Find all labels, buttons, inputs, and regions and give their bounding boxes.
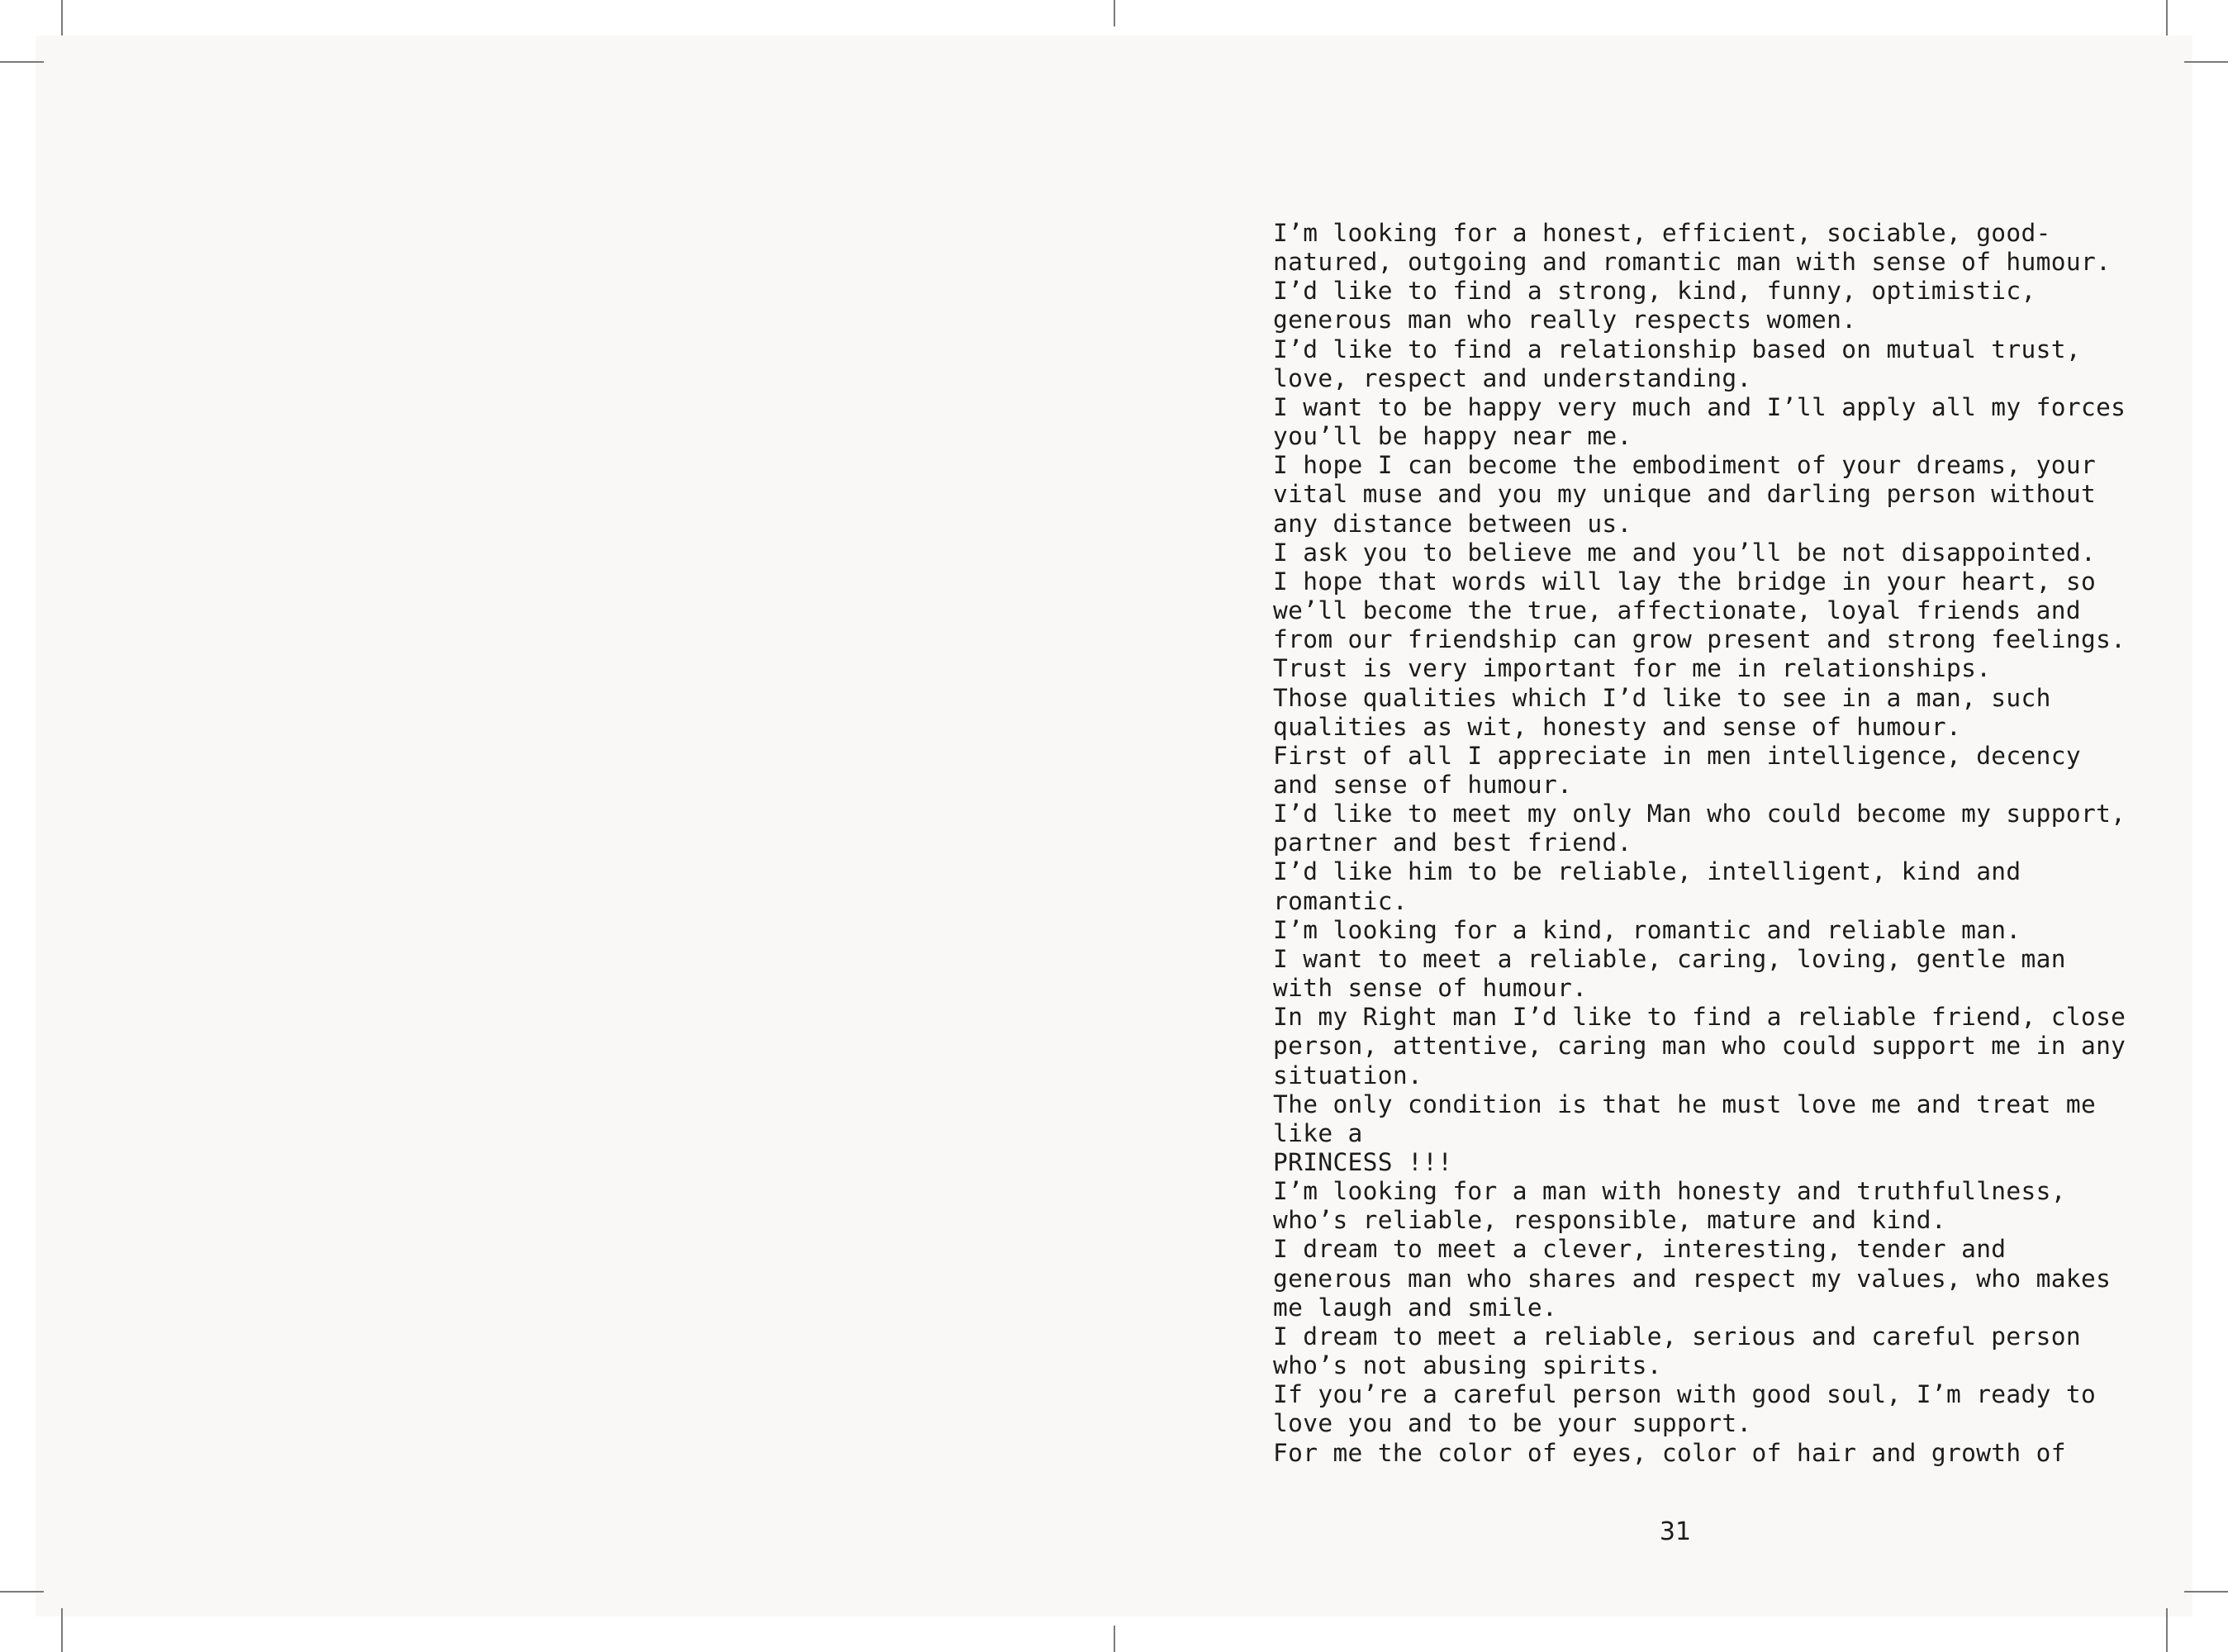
text-line: Trust is very important for me in relationships.: [1273, 654, 1992, 683]
text-line: I’m looking for a honest, efficient, sociable, good-: [1273, 219, 2051, 247]
text-line: I’d like him to be reliable, intelligent, kind and: [1273, 857, 2021, 886]
text-line: I’m looking for a man with honesty and truthfullness,: [1273, 1177, 2066, 1206]
text-line: me laugh and smile.: [1273, 1293, 1558, 1322]
text-line: with sense of humour.: [1273, 974, 1588, 1003]
page-number: 31: [1659, 1517, 1692, 1546]
text-line: like a: [1273, 1118, 1363, 1147]
crop-mark: [2184, 61, 2228, 63]
text-line: I’m looking for a kind, romantic and reliable man.: [1273, 915, 2021, 944]
crop-mark: [2166, 0, 2168, 36]
text-line: love you and to be your support.: [1273, 1409, 1752, 1438]
text-line: partner and best friend.: [1273, 828, 1632, 857]
crop-mark: [2184, 1591, 2228, 1593]
text-line: situation.: [1273, 1061, 1423, 1089]
text-line: I hope that words will lay the bridge in your heart, so: [1273, 567, 2097, 596]
text-line: romantic.: [1273, 886, 1408, 915]
text-line: I hope I can become the embodiment of your dreams, your: [1273, 451, 2097, 480]
text-line: we’ll become the true, affectionate, loyal friends and: [1273, 596, 2081, 625]
crop-mark: [2166, 1608, 2168, 1652]
text-line: generous man who really respects women.: [1273, 306, 1857, 335]
crop-mark: [61, 1608, 63, 1652]
text-line: person, attentive, caring man who could support me in any: [1273, 1032, 2126, 1061]
text-line: I dream to meet a reliable, serious and careful person: [1273, 1322, 2081, 1351]
crop-mark: [61, 0, 63, 36]
text-line: The only condition is that he must love me and treat me: [1273, 1089, 2097, 1118]
text-line: vital muse and you my unique and darling person without: [1273, 480, 2097, 509]
text-line: PRINCESS !!!: [1273, 1148, 1453, 1176]
body-text: [1273, 219, 2126, 1468]
text-line: In my Right man I’d like to find a reliable friend, close: [1273, 1003, 2126, 1032]
text-line: who’s reliable, responsible, mature and kind.: [1273, 1206, 1946, 1235]
crop-mark: [1114, 1626, 1115, 1652]
crop-mark: [0, 61, 44, 63]
text-line: I’d like to find a relationship based on mutual trust,: [1273, 335, 2081, 363]
text-line: who’s not abusing spirits.: [1273, 1351, 1662, 1380]
text-line: I ask you to believe me and you’ll be not disappointed.: [1273, 538, 2097, 567]
text-line: and sense of humour.: [1273, 770, 1573, 799]
book-spread: [36, 36, 2192, 1616]
text-line: I’d like to find a strong, kind, funny, optimistic,: [1273, 277, 2036, 306]
text-line: any distance between us.: [1273, 509, 1632, 538]
text-line: For me the color of eyes, color of hair and growth of: [1273, 1438, 2066, 1467]
text-line: Those qualities which I’d like to see in a man, such: [1273, 683, 2051, 712]
text-line: I want to meet a reliable, caring, loving, gentle man: [1273, 944, 2066, 973]
text-line: First of all I appreciate in men intelligence, decency: [1273, 741, 2081, 770]
text-line: love, respect and understanding.: [1273, 363, 1752, 392]
text-line: I dream to meet a clever, interesting, tender and: [1273, 1235, 2007, 1264]
crop-mark: [0, 1591, 44, 1593]
text-line: If you’re a careful person with good soul, I’m ready to: [1273, 1380, 2097, 1409]
text-line: you’ll be happy near me.: [1273, 422, 1632, 451]
text-line: I want to be happy very much and I’ll apply all my forces: [1273, 392, 2126, 421]
text-line: natured, outgoing and romantic man with sense of humour.: [1273, 248, 2112, 277]
text-line: I’d like to meet my only Man who could become my support,: [1273, 800, 2126, 828]
text-line: qualities as wit, honesty and sense of humour.: [1273, 712, 1962, 741]
crop-mark: [1114, 0, 1115, 26]
text-line: from our friendship can grow present and strong feelings.: [1273, 625, 2126, 654]
text-line: generous man who shares and respect my values, who makes: [1273, 1264, 2112, 1293]
